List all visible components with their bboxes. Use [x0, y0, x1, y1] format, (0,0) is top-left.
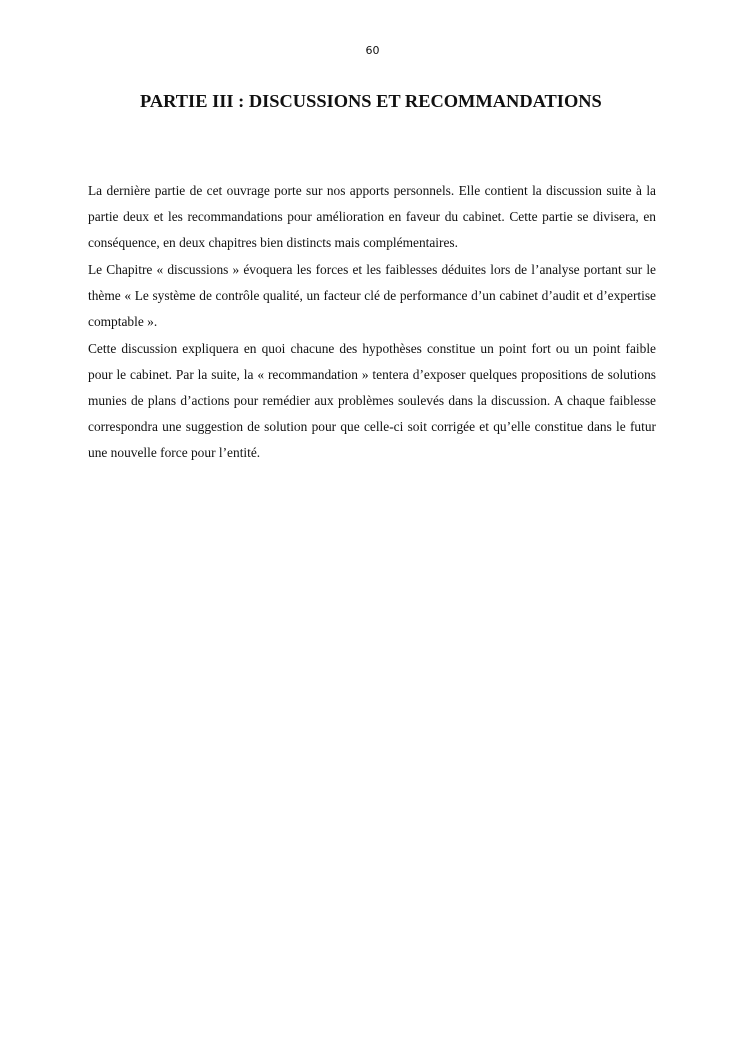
- page-title: PARTIE III : DISCUSSIONS ET RECOMMANDATIONS: [140, 91, 602, 111]
- body-text: [88, 178, 656, 467]
- paragraph-chapter-discussions: Le Chapitre « discussions » évoquera les forces et les faiblesses déduites lors de l’analyse portant sur le thème « Le système de contrôle qualité, un facteur clé de performance d’un cabinet d’audit et d’expertise comptable ».: [88, 262, 656, 329]
- paragraph-recommendations: Cette discussion expliquera en quoi chacune des hypothèses constitue un point fort ou un point faible pour le cabinet. Par la suite, la « recommandation » tentera d’exposer quelques propositions de solutions munies de plans d’actions pour remédier aux problèmes soulevés dans la discussion. A chaque faiblesse correspondra une suggestion de solution pour que celle-ci soit corrigée et qu’elle constitue dans le futur une nouvelle force pour l’entité.: [88, 341, 656, 460]
- paragraph-intro: La dernière partie de cet ouvrage porte sur nos apports personnels. Elle contient la discussion suite à la partie deux et les recommandations pour amélioration en faveur du cabinet. Cette partie se divisera, en conséquence, en deux chapitres bien distincts mais complémentaires.: [88, 183, 656, 250]
- page-number: 60: [365, 44, 380, 57]
